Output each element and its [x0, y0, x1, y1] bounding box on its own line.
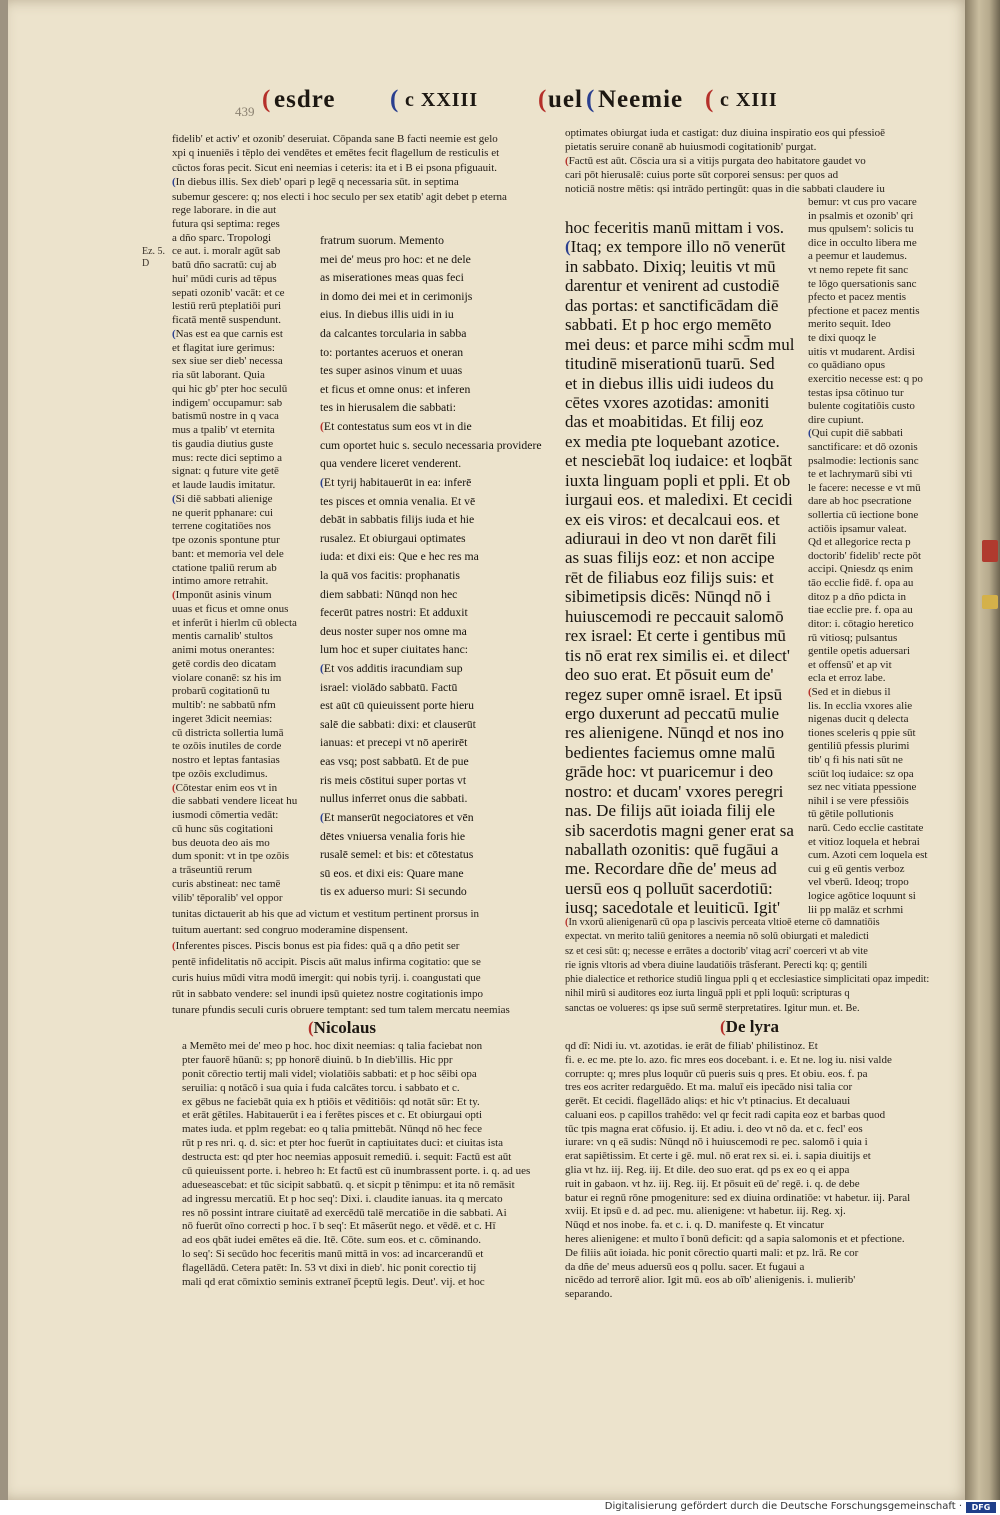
- gloss-line: batismū nostre in q vaca: [172, 410, 279, 423]
- heading-de-lyra: (De lyra: [720, 1017, 780, 1036]
- gloss-line: ecla et erroz labe.: [808, 672, 886, 685]
- gloss-line: ria sūt laborant. Quia: [172, 369, 265, 381]
- commentary-line: iurare: vn q eā sudis: Nūnqd nō i huiuscemodi re pec. salomō i quia i: [565, 1136, 868, 1149]
- gloss-line: tpe ozōis excludimus.: [172, 767, 268, 780]
- gloss-line: signat: q future vite getē: [172, 465, 279, 478]
- ribbon-marker: [982, 540, 998, 562]
- gloss-line: hui' mūdi curis ad tēpus: [172, 272, 277, 285]
- gloss-line: testas ipsa cōtinuo tur: [808, 386, 904, 399]
- dfg-logo: DFG: [966, 1502, 996, 1513]
- main-line: tes pisces et omnia venalia. Et vē: [320, 494, 476, 508]
- gloss-line: pentē infidelitatis nō accipit. Piscis aūt malus infirma cogitatio: que se: [172, 956, 481, 968]
- gloss-line: intimo amore retrahit.: [172, 575, 269, 588]
- main-line: dētes vniuersa venalia foris hie: [320, 829, 466, 843]
- main-line: titudinē miserationū tuarū. Sed: [565, 354, 775, 374]
- gloss-line: et offensū' et ap vit: [808, 658, 892, 671]
- gloss-line: et inferūt i hierlm cū oblecta: [172, 616, 297, 629]
- main-line: israel: violādo sabbatū. Factū: [320, 680, 458, 694]
- commentary-line: a Memēto mei de' meo p hoc. hoc dixit neemias: q talia faciebat non: [182, 1040, 483, 1052]
- main-line: uersū eos q polluūt sacerdotiū:: [565, 878, 773, 898]
- gloss-line: dare ab hoc psecratione: [808, 495, 912, 508]
- main-line: eas vsq; post sabbatū. Et de pue: [320, 755, 469, 769]
- commentary-line: nō fuerūt oīno correcti p hoc. ī b seq': Et mãserūt nego. et vēdē. et c. Hī: [182, 1220, 496, 1233]
- running-head: ( esdre ( c XXIII ( uel ( Neemie ( c XIII: [262, 86, 778, 113]
- main-line: darentur et venirent ad custodiē: [565, 276, 780, 296]
- commentary-line: qd dī: Nidi iu. vt. azotidas. ie erāt de filiab' philistinoz. Et: [565, 1040, 818, 1052]
- gloss-top-right: [565, 126, 935, 196]
- main-line: rusalez. Et obiurgaui optimates: [320, 531, 466, 545]
- gloss-line: ingeret 3dicit neemias:: [172, 712, 273, 725]
- gloss-line: nigenas ducit q delecta: [808, 713, 909, 726]
- gloss-line: te dixi quoqz le: [808, 332, 877, 345]
- main-line: lum hoc et super ciuitates hanc:: [320, 643, 469, 657]
- gloss-line: futura qsi septima: reges: [172, 217, 280, 230]
- paragraph-mark-icon: (: [320, 662, 324, 676]
- gloss-line: (Sed et in diebus il: [808, 685, 891, 698]
- main-line: sibimetipsis dicēs: Nūnqd nō i: [565, 587, 771, 607]
- commentary-line: heres alienigene: et multo ī bonū deficit: qd a sapia salomonis et et pfectione.: [565, 1232, 905, 1245]
- main-line: huiuscemodi re peccauit salomō: [565, 606, 784, 626]
- commentary-right: [565, 1040, 943, 1302]
- commentary-line: flagellādū. Cetera patēt: In. 53 vt dixi in dieb'. hic ponit corectio tij: [182, 1262, 477, 1274]
- gloss-line: phie dialectice et rethorice studiū lingua ppli q et ecclesiastice simplicitati opaz impedit:: [565, 974, 930, 986]
- main-line: et ficus et omne onus: et inferen: [320, 382, 471, 396]
- gloss-line: cui g eū gentis verboz: [808, 862, 905, 875]
- page-gutter: [0, 0, 8, 1500]
- main-line: nostro: et ducam' vxores peregri: [565, 781, 784, 801]
- gloss-line: nihil i se vere pfessiōis: [808, 794, 909, 807]
- gloss-line: sz et cesi sūt: q; necesse e errātes a doctorib' vitag acri' coerceri vt ab vite: [565, 945, 868, 957]
- main-line: adiuraui in deo vt non darēt fili: [565, 529, 777, 548]
- gloss-line: (In vxorū alienigenarū cū opa p lascivis perceata vltioē eterne cō damnatiōis: [565, 917, 880, 928]
- commentary-line: res nō possint intrare ciuitatē ad exercēdū talē mercatiōe in die sabbati. Ai: [182, 1206, 507, 1219]
- gloss-line: terrene cogitatiōes nos: [172, 520, 271, 533]
- gloss-line: cum. Azoti cem loquela est: [808, 849, 928, 862]
- gloss-line: mentis carnalib' stultos: [172, 630, 273, 643]
- commentary-line: nicēdo ad terrorē alior. Igit mū. eos ab oīb' alienigenis. i. mulierib': [565, 1274, 856, 1287]
- gloss-line: co quādiano opus: [808, 359, 885, 372]
- main-line: tis nō erat rex similis ei. et dilect': [565, 645, 790, 665]
- gloss-line: expectat. vn merito taliū genitores a neemia nō solū obiurgati et maledicti: [565, 931, 869, 943]
- gloss-line: Qd et allegorice recta p: [808, 536, 911, 549]
- gloss-top-left: [172, 132, 542, 204]
- commentary-line: mali qd erat cōmixtio seminis extraneī p̄ceptū legis. Deut'. vij. et hoc: [182, 1275, 485, 1288]
- main-line: (Itaq; ex tempore illo nō venerūt: [565, 237, 786, 257]
- main-line: (Et vos additis iracundiam sup: [320, 662, 463, 676]
- main-line: tes super asinos vinum et uuas: [320, 364, 463, 378]
- commentary-line: caluani eos. p capillos trahēdo: vel qr fecit radi capita eoz et barbas quod: [565, 1108, 886, 1121]
- gloss-line: gentiliū pfessis plurimi: [808, 740, 910, 753]
- gloss-line: psalmodie: lectionis sanc: [808, 454, 919, 467]
- gloss-line: indigem' occupamur: sab: [172, 396, 283, 409]
- main-line: salē die sabbati: dixi: et clauserūt: [320, 717, 476, 731]
- main-line: rex israel: Et certe i gentibus mū: [565, 626, 786, 646]
- gloss-line: narū. Cedo ecclie castitate: [808, 822, 924, 835]
- gloss-line: tis gaudia diutius guste: [172, 437, 274, 450]
- gloss-line: bant: et memoria vel dele: [172, 547, 284, 560]
- gloss-line: die sabbati vendere liceat hu: [172, 795, 298, 808]
- gloss-line: le facere: necesse e vt mū: [808, 481, 921, 494]
- gloss-line: merito sequit. Ideo: [808, 318, 891, 331]
- main-line: mei de' meus pro hoc: et ne dele: [320, 252, 471, 266]
- gloss-bottom-left: [172, 906, 542, 1018]
- commentary-line: batur ei regnū rōne pmogeniture: sed ex diuina ordinatiōe: vt habetur. iij. Paral: [565, 1191, 911, 1204]
- gloss-line: sollertia cū iectione bone: [808, 509, 919, 522]
- main-line: res alienigene. Nūnqd et nos ino: [565, 723, 785, 743]
- gloss-right-column: [808, 196, 938, 918]
- main-line: ex media pte loquebant azotice.: [565, 431, 780, 451]
- commentary-line: ex gēbus ne faciebāt quia ex h ptiōis et vēditiōis: qd notāt sūr: Et ty.: [182, 1095, 480, 1108]
- main-line: bedientes faciemus omne malū: [565, 742, 776, 762]
- gloss-line: ce aut. i. moralr agūt sab: [172, 245, 281, 258]
- gloss-line: rege laborare. in die aut: [172, 204, 277, 216]
- commentary-line: et erāt gētiles. Habitauerūt i ea i ferētes pisces et c. Et obiurgaui opti: [182, 1109, 483, 1122]
- paragraph-mark-icon: (: [808, 685, 812, 698]
- gloss-line: bus deuota deo ais mo: [172, 836, 270, 849]
- commentary-line: rūt p res nri. q. d. sic: et pter hoc fuerūt in captiuitates duci: et ciuitas ista: [182, 1137, 504, 1150]
- gloss-line: sez nec vitiata ppessione: [808, 781, 917, 794]
- ribbon-marker: [982, 595, 998, 609]
- gloss-line: curis huius mūdi vitra modū imergit: qui nobis tyrij. i. coangustati que: [172, 972, 481, 984]
- main-line: et in diebus illis uidi iudeos du: [565, 373, 774, 393]
- main-line: in sabbato. Dixiq; leuitis vt mū: [565, 256, 776, 276]
- gloss-line: (Qui cupit diē sabbati: [808, 427, 904, 440]
- gloss-line: ditor: i. cōtagio heretico: [808, 617, 914, 630]
- gloss-line: probarū cogitationū tu: [172, 685, 270, 698]
- main-line: cum oportet huic s. seculo necessaria providere: [320, 438, 542, 452]
- gloss-line: uitis vt mudarent. Ardisi: [808, 345, 915, 358]
- main-line: iuxta linguam popli et ppli. Et ob: [565, 470, 791, 490]
- gloss-line: ne querit pphanare: cui: [172, 506, 274, 519]
- gloss-line: iusmodi cōmertia vedāt:: [172, 809, 279, 821]
- page-number: 439: [235, 104, 255, 119]
- gloss-line: dice in occulto libera me: [808, 236, 917, 249]
- paragraph-mark-icon: (: [320, 420, 324, 434]
- gloss-line: a peemur et laudemus.: [808, 250, 907, 263]
- main-line: et nesciebāt loq iudaice: et loqbāt: [565, 451, 793, 471]
- gloss-line: sanctificare: et dō ozonis: [808, 440, 918, 453]
- running-head-conj: uel: [548, 86, 583, 113]
- gloss-line: mus: recte dici septimo a: [172, 451, 282, 464]
- gloss-line: a trāseuntiū rerum: [172, 864, 253, 876]
- main-line: ex eis viros: et decalcaui eos. et: [565, 509, 780, 529]
- running-head-chapter-1: c XXIII: [405, 89, 479, 111]
- gloss-left-column: [172, 204, 312, 906]
- main-line: (Et tyrij habitauerūt in ea: inferē: [320, 475, 472, 489]
- main-text-left-column: [320, 232, 546, 902]
- page-stack-edge: [965, 0, 1000, 1500]
- commentary-line: ad ingressu mercatiū. Et p hoc seq': Dixi. i. claudite ianuas. ita q mercato: [182, 1192, 503, 1205]
- main-line: mei deus: et parce mihi scd̄m mul: [565, 334, 795, 354]
- main-line: naballath ozonitis: quē fugāui a: [565, 840, 779, 859]
- gloss-line: tpe ozonis spontune ptur: [172, 534, 280, 546]
- paragraph-mark-icon: (: [808, 427, 812, 440]
- main-line: da calcantes torcularia in sabba: [320, 327, 467, 341]
- main-line: as suas filijs eoz: et non accipe: [565, 548, 775, 568]
- gloss-line: cūctos foras pecit. Sicut eni neemias i ceteris: ita et i B ei psona pfiguauit.: [172, 161, 498, 174]
- gloss-line: cari pōt hierusalē: cuius porte sūt corporei sensus: per quos ad: [565, 169, 839, 181]
- main-line: deus noster super nos omne ma: [320, 624, 467, 638]
- commentary-line: corrupte: q; mres plus loquūr cū pueris suis q pres. Et obiu. eos. f. pa: [565, 1067, 868, 1080]
- commentary-line: fi. e. ec me. pte lo. azo. fic mres eos docebant. i. e. Et ne. log iu. nisi valde: [565, 1053, 892, 1066]
- gloss-line: et flagitat iure gerimus:: [172, 341, 275, 354]
- main-line: (Et contestatus sum eos vt in die: [320, 420, 472, 434]
- gloss-line: noticiā nostre mētis: qsi intrādo pertingūt: quas in die sabbati claudere iu: [565, 183, 885, 195]
- main-line: rusalē semel: et bis: et cōtestatus: [320, 848, 474, 862]
- gloss-line: batū dño sacratū: cuj ab: [172, 259, 277, 271]
- main-line: regez super omnē israel. Et ipsū: [565, 684, 783, 704]
- gloss-line: tāo ecclie fidē. f. opa au: [808, 577, 914, 590]
- gloss-line: pfectione et pacez mentis: [808, 304, 920, 317]
- gloss-line: curis abstineat: nec tamē: [172, 877, 281, 890]
- gloss-line: a dño sparc. Tropologi: [172, 231, 271, 244]
- gloss-line: optimates obiurgat iuda et castigat: duz diuina inspiratio eos qui pfessioē: [565, 127, 885, 139]
- main-line: eius. In diebus illis uidi in iu: [320, 308, 454, 322]
- gloss-line: rie ignis vltoris ad vbera diuine laudatiōis trāsferant. Perecti kq: q; gentili: [565, 959, 868, 971]
- main-line: tes in hierusalem die sabbati:: [320, 401, 457, 415]
- gloss-line: nostro et leptas fantasias: [172, 754, 280, 766]
- heading-nicolaus: (Nicolaus: [308, 1018, 377, 1037]
- main-line: as miserationes meas quas feci: [320, 271, 464, 285]
- gloss-line: ditoz p a dño pdicta in: [808, 590, 907, 603]
- gloss-line: violare conanē: sz his im: [172, 671, 282, 684]
- gloss-line: lestiū rerū pteplatiōi puri: [172, 300, 282, 313]
- gloss-line: sex siue ser dieb' necessa: [172, 355, 283, 368]
- gloss-line: dire cupiunt.: [808, 413, 864, 426]
- commentary-line: cū quieuissent porte. i. hebreo h: Et factū est cū inumbrassent porte. i. q. ad ues: [182, 1164, 531, 1177]
- paragraph-mark-icon: (: [172, 327, 176, 340]
- paragraph-mark-icon: (: [565, 237, 571, 257]
- main-line: la quā vos facitis: prophanatis: [320, 568, 460, 582]
- footer-bar: [0, 1500, 1000, 1515]
- main-line: das portas: et sanctificādam diē: [565, 295, 779, 315]
- commentary-line: mates iuda. et pplm regebat: eo q talia pmittebāt. Nūnqd nō hec fece: [182, 1123, 482, 1136]
- gloss-line: vel vberū. Ideoq; tropo: [808, 876, 909, 889]
- paragraph-mark-icon: (: [172, 781, 176, 794]
- gloss-line: tū gētile pollutionis: [808, 808, 894, 821]
- gloss-line: exercitio necesse est: q po: [808, 372, 923, 385]
- main-line: to: portantes aceruos et oneran: [320, 345, 464, 359]
- commentary-left: [182, 1040, 550, 1290]
- main-line: fratrum suorum. Memento: [320, 234, 444, 247]
- gloss-line: qui hic gb' pter hoc seculū: [172, 382, 288, 395]
- paragraph-mark-icon: (: [565, 155, 569, 167]
- paragraph-mark-icon: (: [565, 917, 569, 928]
- commentary-line: adueseascebat: et tūc sicipit sabbatū. q. et sicpit p tēnimpu: et ita nō remāsit: [182, 1178, 515, 1191]
- gloss-line: sanctas oe volueres: qs ipse suū sermē sterpretatires. Igitur mun. et. Be.: [565, 1002, 860, 1014]
- main-line: grāde hoc: vt puaricemur i deo: [565, 762, 774, 782]
- gloss-line: doctorib' fidelib' recte pōt: [808, 549, 922, 562]
- paragraph-mark-icon: (: [320, 475, 324, 489]
- main-text-right-column: [565, 218, 803, 918]
- main-line: deo suo erat. Et pōsuit eum de': [565, 665, 774, 685]
- gloss-line: tunitas dictauerit ab his que ad victum et vestitum pertinent prorsus in: [172, 908, 480, 920]
- commentary-line: gerēt. Et cecidi. flagellādo aliqs: et hic v't ptinacius. Et decaluaui: [565, 1095, 851, 1108]
- gloss-line: tib' q fi his nati sūt ne: [808, 753, 903, 766]
- gloss-line: et vitioz loquela et hebrai: [808, 835, 920, 848]
- gloss-line: (Cōtestar enim eos vt in: [172, 781, 278, 794]
- gloss-line: sciūt loq iudaice: sz opa: [808, 767, 914, 780]
- gloss-line: vt nemo repete fit sanc: [808, 264, 909, 277]
- main-line: qua vendere liceret venderent.: [320, 457, 462, 471]
- gloss-line: accipi. Qniesdz qs enim: [808, 563, 914, 576]
- gloss-line: (Nas est ea que carnis est: [172, 327, 283, 340]
- gloss-line: ficatā mentē suspendunt.: [172, 314, 282, 326]
- commentary-line: seruilia: q notācō i sua quia i fuda calcātes torcu. i sabbato et c.: [182, 1081, 460, 1094]
- gloss-line: rūt in sabbato vendere: sel inundi ipsū quietez nostre cogitationis impo: [172, 988, 483, 1000]
- gloss-line: fidelib' et activ' et ozonib' deseruiat. Cōpanda sane B facti neemie est gelo: [172, 133, 498, 145]
- gloss-line: getē cordis deo dicatam: [172, 657, 277, 670]
- commentary-line: ruit in gabaon. vt hz. iij. Reg. iij. Et pōsuit eū de' regē. i. q. de debe: [565, 1177, 860, 1190]
- gloss-line: tuitum auertant: sed congruo moderamine dispensent.: [172, 924, 408, 936]
- gloss-line: te et lachrymarū sibi vti: [808, 468, 913, 481]
- gloss-line: te ozōis inutiles de corde: [172, 740, 282, 753]
- commentary-line: separando.: [565, 1288, 613, 1301]
- main-line: cētes vxores azotidas: amoniti: [565, 392, 770, 412]
- main-line: iurgaui eos. et maledixi. Et cecidi: [565, 490, 793, 510]
- gloss-bottom-right: [565, 916, 937, 1016]
- marginal-note: Ez. 5. D: [142, 246, 166, 269]
- gloss-line: uuas et ficus et omne onus: [172, 602, 289, 615]
- main-line: diem sabbati: Nūnqd non hec: [320, 587, 458, 601]
- main-line: nas. De filijs aūt ioiada filij ele: [565, 801, 776, 821]
- commentary-line: ad eos qbāt iudei emētes eā die. Itē. Cōte. sum eos. et c. cōminando.: [182, 1234, 482, 1247]
- running-head-chapter-2: c XIII: [720, 89, 778, 111]
- gloss-line: pietatis seruire conanē ab huiusmodi cogitationib' purgat.: [565, 141, 817, 153]
- commentary-line: lo seq': Si secūdo hoc feceritis manū mittā in vos: ad incarcerandū et: [182, 1248, 484, 1261]
- paragraph-mark-icon: (: [172, 176, 176, 189]
- main-line: debāt in sabbatis filijs iuda et hie: [320, 513, 475, 527]
- commentary-line: pter fauorē hūanū: s; pp honorē diuinū. b In dieb'illis. Hic ppr: [182, 1053, 453, 1066]
- main-line: sū eos. et dixi eis: Quare mane: [320, 866, 464, 880]
- commentary-line: tūc tpis magna erat cōfusio. ij. Et adiu. i. deo vt nō da. et c. fecl' eos: [565, 1122, 863, 1135]
- commentary-line: ponit cōrectio tertij mali videl; violatiōis sabbati: et p hoc sēibi opa: [182, 1067, 477, 1080]
- gloss-line: tiae ecclie pre. f. opa au: [808, 604, 913, 617]
- gloss-line: subemur gescere: q; nos electi i hoc seculo per sex etatib' agit debet p eterna: [172, 190, 507, 203]
- gloss-line: vilib' tēporalib' vel oppor: [172, 891, 283, 904]
- main-line: fecerūt patres nostri: Et adduxit: [320, 606, 468, 620]
- gloss-line: cū hunc sūs cogitationi: [172, 822, 274, 835]
- main-line: ris meis cōstitui super portas vt: [320, 773, 467, 787]
- gloss-line: ctatione tpaliū rerum ab: [172, 561, 277, 574]
- gloss-line: (Si diē sabbati alienige: [172, 492, 273, 505]
- main-line: nullus inferret onus die sabbati.: [320, 792, 468, 806]
- footer-credit: Digitalisierung gefördert durch die Deutsche Forschungsgemeinschaft ·: [604, 1501, 962, 1512]
- gloss-line: logice agōtice loquunt si: [808, 890, 916, 903]
- commentary-line: tres eos acriter redarguēdo. Et ma. maluī eis ipecādo nisi talia cor: [565, 1081, 853, 1094]
- gloss-line: sepati ozonib' vacāt: et ce: [172, 286, 285, 299]
- commentary-line: erat sapiētissim. Et certe i gē. mul. nō erat rex si. ei. i. sapia diuitijs et: [565, 1150, 871, 1163]
- main-line: sabbati. Et p hoc ergo memēto: [565, 315, 772, 335]
- commentary-line: De filiis aūt ioiada. hic ponit cōrectio quarti mali: et pz. lrā. Re cor: [565, 1246, 859, 1259]
- main-line: das et moabitidas. Et filij eoz: [565, 412, 764, 432]
- paragraph-mark-icon: (: [172, 940, 176, 952]
- gloss-line: gentile opetis aduersari: [808, 645, 911, 658]
- gloss-line: animi motus onerantes:: [172, 644, 275, 656]
- running-head-book-2: Neemie: [598, 86, 684, 113]
- gloss-line: mus a tpalib' vt eternita: [172, 424, 275, 436]
- main-line: ergo duxerunt ad peccatū mulie: [565, 703, 779, 723]
- gloss-line: multib': ne sabbatū nfm: [172, 699, 276, 711]
- main-line: rēt de filiabus eoz filijs suis: et: [565, 567, 774, 587]
- gloss-line: te lōgo quersationis sanc: [808, 277, 917, 290]
- gloss-line: bemur: vt cus pro vacare: [808, 196, 917, 208]
- gloss-line: lis. In ecclia vxores alie: [808, 699, 913, 712]
- gloss-line: (Factū est aūt. Cōscia ura si a vitijs purgata deo habitatore gaudet vo: [565, 155, 866, 167]
- commentary-line: da dñe de' meus aduersū eos q pollu. sacer. Et fugaui a: [565, 1260, 805, 1273]
- main-line: (Et manserūt negociatores et vēn: [320, 810, 474, 824]
- gloss-line: in psalmis et ozonib' qri: [808, 209, 914, 222]
- gloss-line: lii pp malāz et scrhmi: [808, 903, 904, 916]
- commentary-line: xviij. Et ipsū e d. ad pec. mu. alienigene: vt habetur. iij. Reg. xj.: [565, 1205, 846, 1218]
- main-line: est aūt cū quieuissent porte hieru: [320, 699, 474, 713]
- paragraph-mark-icon: (: [320, 810, 324, 824]
- main-line: sib sacerdotis magni gener erat sa: [565, 820, 794, 840]
- commentary-line: glia vt hz. iij. Reg. iij. Et dile. deo suo erat. qd ps ex eo q ei appa: [565, 1164, 850, 1177]
- gloss-line: tiones sceleris q ppie sūt: [808, 726, 916, 739]
- paragraph-mark-icon: (: [172, 589, 176, 601]
- gloss-line: (Imponūt asinis vinum: [172, 589, 272, 601]
- gloss-line: cū districta sollertia lumā: [172, 726, 284, 739]
- gloss-line: mus qpulsem': solicis tu: [808, 223, 914, 236]
- commentary-line: destructa est: qd pter hoc neemias apposuit remediū. i. sequit: Factū est aūt: [182, 1151, 512, 1163]
- commentary-line: Nūqd et nos inobe. fa. et c. i. q. D. manifeste q. Et vincatur: [565, 1219, 825, 1232]
- main-line: iuda: et dixi eis: Que e hec res ma: [320, 550, 479, 564]
- gloss-line: dum sponit: vt in tpe ozōis: [172, 850, 290, 863]
- running-head-book: esdre: [274, 86, 336, 113]
- gloss-line: rū vitiosq; pulsantus: [808, 631, 898, 644]
- gloss-line: (In diebus illis. Sex dieb' opari p legē q necessaria sūt. in septima: [172, 176, 459, 189]
- gloss-line: tunare pfundis seculi curis obruere temptant: sed tum talem mercatu neemias: [172, 1004, 510, 1016]
- gloss-line: bulente cogitatiōis custo: [808, 400, 915, 413]
- gloss-line: (Inferentes pisces. Piscis bonus est pia fides: quā q a dño petit ser: [172, 940, 460, 952]
- gloss-line: actiōis ipsamur valeat.: [808, 522, 907, 535]
- paragraph-mark-icon: (: [172, 492, 176, 505]
- gloss-line: nihil mirū si auditores eoz iurta linguā ppli et ppli loquū: scripturas q: [565, 988, 850, 1000]
- main-line: me. Recordare dñe de' meus ad: [565, 859, 777, 879]
- gloss-line: xpi q inueniēs i tēplo dei vendētes et emētes fecit flagellum de resticulis et: [172, 147, 500, 160]
- main-line: hoc feceritis manū mittam i vos.: [565, 218, 785, 237]
- main-line: iusq; sacedotale et leuiticū. Igit': [565, 898, 781, 918]
- main-line: tis ex aduerso muri: Si secundo: [320, 885, 467, 899]
- gloss-line: pfecto et pacez mentis: [808, 291, 907, 304]
- main-line: in domo dei mei et in cerimonijs: [320, 289, 473, 303]
- gloss-line: et laude laudis imitatur.: [172, 479, 276, 491]
- main-line: ianuas: et precepi vt nō aperirēt: [320, 736, 468, 750]
